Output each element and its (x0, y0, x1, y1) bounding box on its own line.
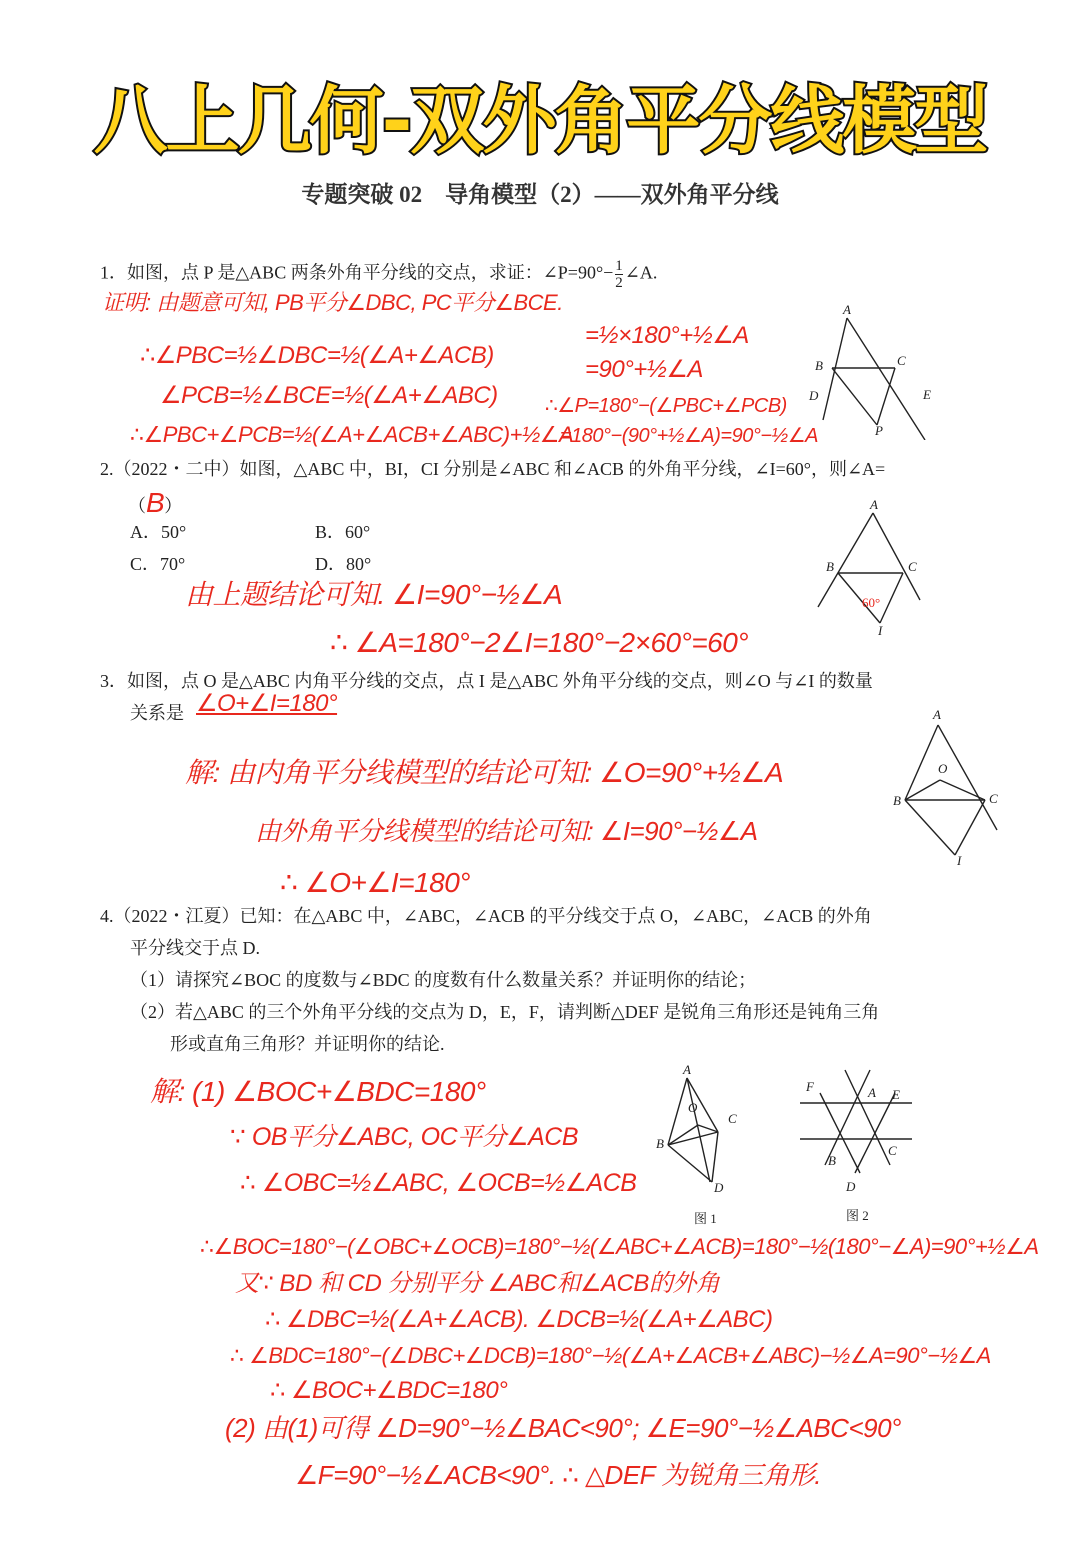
handwritten-line: ∴ ∠BDC=180°−(∠DBC+∠DCB)=180°−½(∠A+∠ACB+∠ABC)−½∠A=90°−½∠A (230, 1343, 991, 1368)
handwritten-line: 由上题结论可知. ∠I=90°−½∠A (185, 579, 563, 610)
diagram-label: C (897, 353, 906, 368)
diagram-line (668, 1132, 718, 1145)
diagram-label: D (809, 388, 819, 403)
handwritten-answer: B (146, 487, 165, 518)
question-1-text-end: ∠A. (624, 262, 658, 283)
diagram-label: B (815, 358, 823, 373)
paren: ） (164, 496, 183, 516)
diagram-label: O (688, 1100, 698, 1115)
handwritten-line: =90°+½∠A (585, 356, 703, 383)
diagram-label: I (878, 623, 883, 638)
diagram-line (905, 725, 938, 800)
handwritten-line: ∴ ∠DBC=½(∠A+∠ACB). ∠DCB=½(∠A+∠ABC) (265, 1306, 773, 1333)
diagram-line (938, 725, 997, 830)
diagram-label: B (656, 1136, 664, 1151)
page-title: 八上几何-双外角平分线模型 (93, 78, 987, 164)
section-subtitle: 专题突破 02 导角模型（2）——双外角平分线 (301, 182, 779, 207)
diagram-label: A (843, 302, 851, 317)
handwritten-line: 解: 由内角平分线模型的结论可知: ∠O=90°+½∠A (185, 757, 784, 788)
diagram-label: O (938, 761, 948, 776)
diagram-label: E (923, 387, 931, 402)
question-2-text: 2.（2022・二中）如图，△ABC 中，BI，CI 分别是∠ABC 和∠ACB 的外角平分线，∠I=60°，则∠A= (100, 459, 886, 479)
diagram-label: B (826, 559, 834, 574)
handwritten-line: =½×180°+½∠A (585, 322, 749, 349)
question-4-text: 4.（2022・江夏）已知：在△ABC 中，∠ABC，∠ACB 的平分线交于点 O，∠ABC，∠ACB 的外角 (100, 906, 872, 926)
handwritten-line: =180°−(90°+½∠A)=90°−½∠A (560, 425, 818, 447)
handwritten-line: ∵ OB平分∠ABC, OC平分∠ACB (230, 1123, 578, 1151)
diagram-label: I (957, 853, 962, 868)
question-4-text-2: 平分线交于点 D. (130, 938, 260, 958)
handwritten-line: 证明: 由题意可知, PB平分∠DBC, PC平分∠BCE. (102, 290, 563, 315)
diagram-label: E (892, 1087, 900, 1102)
handwritten-line: ∠PCB=½∠BCE=½(∠A+∠ABC) (160, 382, 498, 409)
question-4-part-2-cont: 形或直角三角形？并证明你的结论. (170, 1034, 445, 1054)
question-3-text: 3．如图，点 O 是△ABC 内角平分线的交点，点 I 是△ABC 外角平分线的交点，则∠O 与∠I 的数量 (100, 671, 873, 691)
diagram-line (847, 318, 925, 440)
diagram-line (712, 1132, 718, 1182)
diagram-line (905, 800, 955, 855)
handwritten-line: 又∵ BD 和 CD 分别平分 ∠ABC和∠ACB的外角 (235, 1270, 720, 1297)
diagram-label: D (846, 1179, 856, 1194)
handwritten-line: (2) 由(1)可得 ∠D=90°−½∠BAC<90°; ∠E=90°−½∠ABC<90° (225, 1413, 901, 1443)
diagram-q2 (810, 495, 930, 640)
handwritten-line: ∴ ∠A=180°−2∠I=180°−2×60°=60° (330, 627, 749, 658)
diagram-q4-fig2 (800, 1065, 920, 1230)
diagram-line (940, 780, 985, 800)
diagram-label: B (893, 793, 901, 808)
option-a: A．50° (130, 522, 187, 542)
diagram-label: F (806, 1079, 814, 1094)
diagram-label: A (683, 1062, 691, 1077)
diagram-label: C (888, 1143, 897, 1158)
diagram-label: D (714, 1180, 724, 1195)
diagram-label: A (933, 707, 941, 722)
diagram-label: 图 1 (694, 1211, 717, 1226)
diagram-label: 图 2 (846, 1208, 869, 1223)
diagram-q1 (805, 300, 945, 440)
diagram-label: B (828, 1153, 836, 1168)
diagram-label: C (989, 791, 998, 806)
diagram-q3 (885, 705, 1015, 870)
handwritten-line: ∴ ∠BOC+∠BDC=180° (270, 1377, 508, 1404)
question-1 (100, 258, 657, 291)
diagram-line (832, 368, 877, 425)
handwritten-line: ∴∠PBC=½∠DBC=½(∠A+∠ACB) (140, 342, 494, 369)
diagram-label: 60° (862, 595, 881, 610)
diagram-label: C (908, 559, 917, 574)
handwritten-line: ∴∠PBC+∠PCB=½(∠A+∠ACB+∠ABC)+½∠A (130, 422, 574, 447)
diagram-label: C (728, 1111, 737, 1126)
answer-blank (128, 486, 182, 520)
numerator: 1 (615, 258, 623, 274)
handwritten-answer: ∠O+∠I=180° (196, 690, 338, 717)
option-c: C．70° (130, 554, 186, 574)
handwritten-line: ∴ ∠OBC=½∠ABC, ∠OCB=½∠ACB (240, 1169, 637, 1197)
diagram-label: A (870, 497, 878, 512)
diagram-line (905, 780, 940, 800)
handwritten-line: ∴∠P=180°−(∠PBC+∠PCB) (545, 395, 787, 417)
diagram-line (880, 573, 903, 623)
handwritten-line: 解: (1) ∠BOC+∠BDC=180° (150, 1076, 486, 1107)
fraction (615, 258, 623, 291)
handwritten-line: ∴ ∠O+∠I=180° (280, 867, 470, 898)
diagram-line (877, 368, 895, 425)
handwritten-line: ∴∠BOC=180°−(∠OBC+∠OCB)=180°−½(∠ABC+∠ACB)=180°−½(180°−∠A)=90°+½∠A (200, 1234, 1039, 1259)
option-b: B．60° (315, 522, 371, 542)
diagram-label: A (868, 1085, 876, 1100)
question-4-part-1: （1）请探究∠BOC 的度数与∠BDC 的度数有什么数量关系？并证明你的结论； (130, 970, 757, 990)
question-4-part-2: （2）若△ABC 的三个外角平分线的交点为 D，E，F，请判断△DEF 是锐角三角形还是钝角三角 (130, 1002, 880, 1022)
diagram-line (823, 318, 847, 420)
handwritten-line: 由外角平分线模型的结论可知: ∠I=90°−½∠A (255, 816, 758, 846)
option-d: D．80° (315, 554, 372, 574)
paren: （ (128, 496, 146, 516)
question-1-text: 1．如图，点 P 是△ABC 两条外角平分线的交点，求证：∠P=90°− (100, 262, 614, 283)
handwritten-line: ∠F=90°−½∠ACB<90°. ∴ △DEF 为锐角三角形. (295, 1460, 822, 1490)
diagram-q4-fig1 (650, 1060, 760, 1230)
question-3-text-2: 关系是 (130, 703, 184, 723)
diagram-line (955, 800, 985, 855)
denominator: 2 (615, 275, 623, 291)
diagram-label: P (875, 423, 883, 438)
